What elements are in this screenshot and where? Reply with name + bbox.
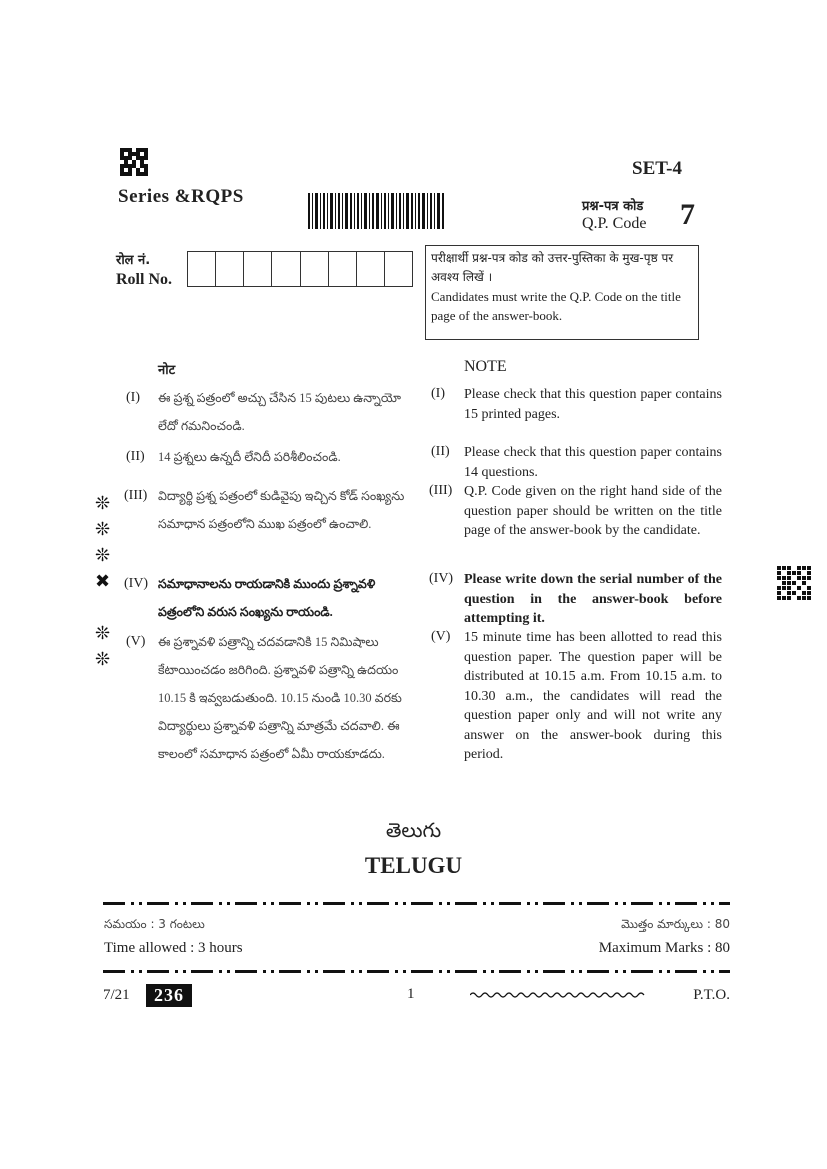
note-heading-left: नोट <box>158 363 176 378</box>
right-item-text: Please write down the serial number of the question in the answer-book before attempting it. <box>464 572 722 626</box>
notice-box <box>425 245 699 340</box>
cross-mark-icon: ✖ <box>95 571 111 592</box>
roll-label: Roll No. <box>116 271 172 288</box>
star-mark-icon: ❊ <box>95 623 111 644</box>
right-item-num: (V) <box>431 629 451 644</box>
set-label: SET-4 <box>632 158 682 179</box>
left-item-text: ఈ ప్రశ్నావళి పత్రాన్ని చదవడానికి 15 నిమిషాలు కేటాయించడం జరిగింది. ప్రశ్నావళి పత్రాన్ని ఉదయం 10.15 కి ఇవ్వబడుతుంది. 10.15 నుండి 10.30 వరకు విద్యార్థులు ప్రశ్నావళి పత్రాన్ని మాత్రమే చదవాలి. ఈ కాలంలో సమాధాన పత్రంలో ఏమీ రాయకూడదు. <box>158 635 402 761</box>
left-item-num: (II) <box>126 449 145 464</box>
note-heading-right: NOTE <box>464 358 507 375</box>
marks-telugu: మొత్తం మార్కులు : 80 <box>621 917 730 931</box>
right-item-text: 15 minute time has been allotted to read this question paper. The question paper will be distributed at 10.15 a.m. From 10.15 a.m. to 10.30 a.m., the candidates will read the question paper only and will not write any answer on the answer-book during this period. <box>464 630 722 762</box>
star-mark-icon: ❊ <box>95 519 111 540</box>
series-label: Series &RQPS <box>118 186 244 207</box>
left-item-num: (V) <box>126 634 146 649</box>
page-number: 1 <box>407 986 415 1002</box>
right-item-text: Q.P. Code given on the right hand side of the question paper should be written on the title page of the answer-book by the candidate. <box>464 484 722 538</box>
wavy-line-icon <box>470 990 645 1000</box>
left-item-text: సమాధానాలను రాయడానికి ముందు ప్రశ్నావళి పత్రంలోని వరుస సంఖ్యను రాయండి. <box>158 577 376 619</box>
notice-hindi: परीक्षार्थी प्रश्न-पत्र कोड को उत्तर-पुस्तिका के मुख-पृष्ठ पर अवश्य लिखें । <box>431 251 674 284</box>
right-item-num: (III) <box>429 483 453 498</box>
right-item-num: (IV) <box>429 571 454 586</box>
left-item-text: 14 ప్రశ్నలు ఉన్నదీ లేనిదీ పరిశీలించండి. <box>158 450 341 464</box>
right-item-num: (II) <box>431 444 450 459</box>
left-item-text: ఈ ప్రశ్న పత్రంలో అచ్చు చేసిన 15 పుటలు ఉన్నాయో లేదో గమనించండి. <box>158 391 401 433</box>
left-item-text: విద్యార్థి ప్రశ్న పత్రంలో కుడివైపు ఇచ్చిన కోడ్ సంఖ్యను సమాధాన పత్రంలోని ముఖ పత్రంలో ఉంచాలి. <box>158 489 405 531</box>
roll-number-boxes[interactable] <box>187 251 413 287</box>
right-item-text: Please check that this question paper contains 15 printed pages. <box>464 387 722 422</box>
right-item-text: Please check that this question paper contains 14 questions. <box>464 445 722 480</box>
left-item-num: (III) <box>124 488 148 503</box>
qp-code-hindi-label: प्रश्न-पत्र कोड <box>582 199 644 214</box>
time-allowed: Time allowed : 3 hours <box>104 940 243 956</box>
footer-code: 7/21 <box>103 987 130 1003</box>
separator-line <box>103 902 730 905</box>
time-telugu: సమయం : 3 గంటలు <box>104 917 205 931</box>
left-item-num: (IV) <box>124 576 149 591</box>
qr-code-right <box>777 566 812 601</box>
paper-number-badge: 236 <box>146 984 192 1007</box>
star-mark-icon: ❊ <box>95 649 111 670</box>
qr-code-top-left <box>120 148 148 176</box>
qp-code-value: 7 <box>680 198 695 231</box>
subject-english: TELUGU <box>364 853 463 878</box>
star-mark-icon: ❊ <box>95 493 111 514</box>
qp-code-label: Q.P. Code <box>582 215 647 232</box>
notice-english: Candidates must write the Q.P. Code on the title page of the answer-book. <box>431 289 681 323</box>
maximum-marks: Maximum Marks : 80 <box>598 940 730 956</box>
left-item-num: (I) <box>126 390 140 405</box>
separator-line <box>103 970 730 973</box>
barcode <box>308 193 446 229</box>
right-item-num: (I) <box>431 386 445 401</box>
subject-telugu: తెలుగు <box>385 818 442 842</box>
star-mark-icon: ❊ <box>95 545 111 566</box>
roll-label-hindi: रोल नं. <box>116 253 151 268</box>
pto-label: P.T.O. <box>693 987 730 1003</box>
